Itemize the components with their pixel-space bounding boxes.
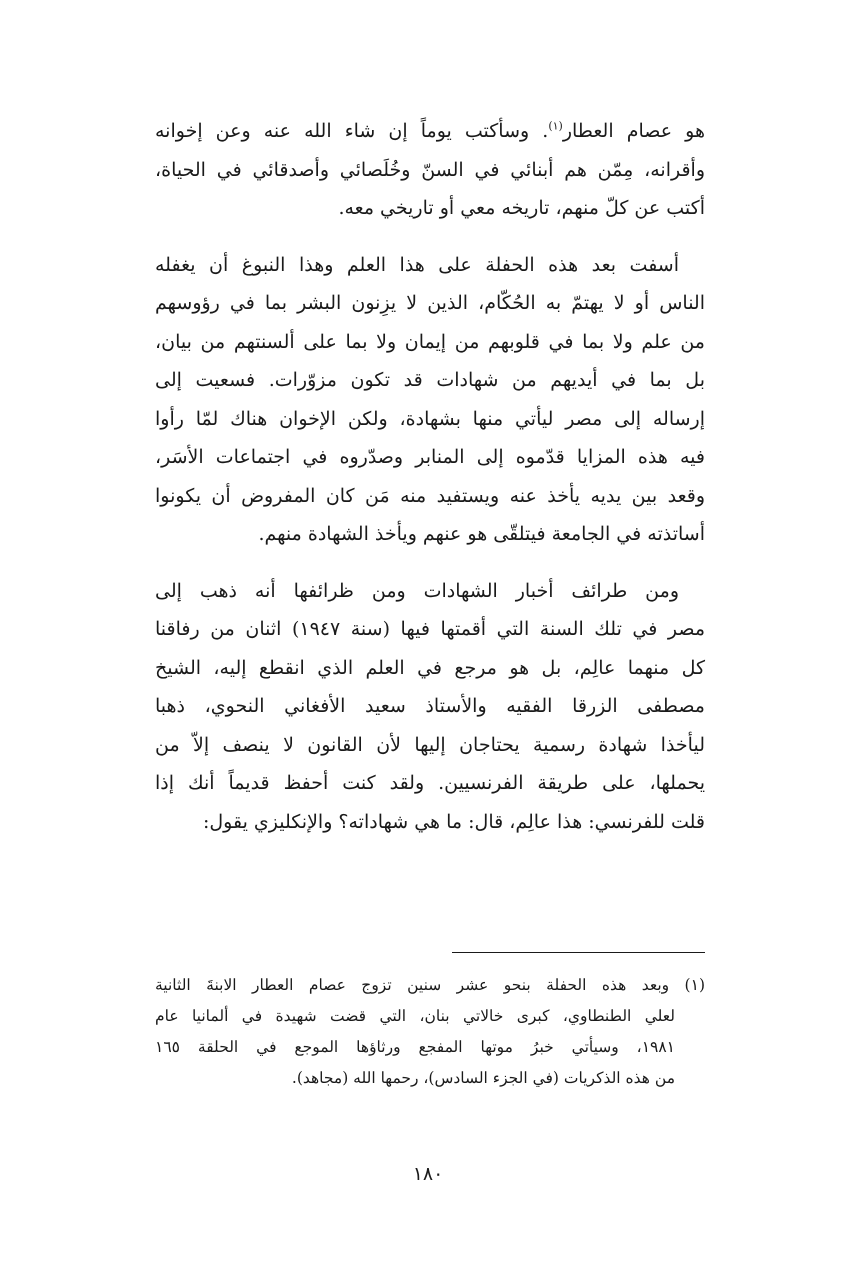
text-line: فيه هذه المزايا قدّموه إلى المنابر وصدّروه في اجتماعات الأسَر،	[155, 446, 705, 468]
text-line: كل منهما عالِم، بل هو مرجع في العلم الذي انقطع إليه، الشيخ	[155, 656, 705, 679]
text-line: ليأخذا شهادة رسمية يحتاجان إليها لأن القانون لا ينصف إلاّ من	[155, 733, 705, 756]
text-line: قلت للفرنسي: هذا عالِم، قال: ما هي شهاداته؟ والإنكليزي يقول:	[202, 810, 705, 833]
text-line: وأقرانه، مِمّن هم أبنائي في السنّ وخُلَصائي وأصدقائي في الحياة،	[155, 158, 705, 181]
footnote-ref[interactable]: (١)	[548, 119, 563, 133]
text-line: الناس أو لا يهتمّ به الحُكّام، الذين لا يزِنون البشر بما في رؤوسهم	[155, 292, 705, 314]
text-line: أساتذته في الجامعة فيتلقّى هو عنهم ويأخذ الشهادة منهم.	[258, 523, 705, 545]
footnote-line: ١٩٨١، وسيأتي خبرُ موتها المفجع ورثاؤها الموجع في الحلقة ١٦٥	[155, 1038, 675, 1056]
footnote-line: لعلي الطنطاوي، كبرى خالاتي بنان، التي قضت شهيدة في ألمانيا عام	[155, 1007, 675, 1025]
text-line: أسفت بعد هذه الحفلة على هذا العلم وهذا النبوغ أن يغفله	[155, 253, 679, 276]
body-text	[155, 112, 705, 859]
footnote-line: (١) وبعد هذه الحفلة بنحو عشر سنين تزوج عصام العطار الابنةَ الثانية	[155, 976, 705, 994]
paragraph-2	[155, 246, 705, 554]
footnotes	[155, 970, 705, 1094]
text-line: مصر في تلك السنة التي أقمتها فيها (سنة ١٩٤٧) اثنان من رفاقنا	[155, 618, 705, 640]
footnote-1	[155, 970, 705, 1094]
page-number: ١٨٠	[412, 1163, 444, 1185]
footnote-line: من هذه الذكريات (في الجزء السادس)، رحمها الله (مجاهد).	[291, 1069, 675, 1087]
text-line: من علم ولا بما في قلوبهم من إيمان ولا بما على ألسنتهم من بيان،	[155, 330, 705, 353]
text-line: يحملها، على طريقة الفرنسيين. ولقد كنت أحفظ قديماً أنك إذا	[155, 772, 705, 794]
text-line: هو عصام العطار$^{(١)}$. وسأكتب يوماً إن شاء الله عنه وعن إخوانه	[155, 119, 705, 142]
text-line: مصطفى الزرقا الفقيه والأستاذ سعيد الأفغاني النحوي، ذهبا	[155, 695, 705, 717]
text-line: وقعد بين يديه يأخذ عنه ويستفيد منه مَن كان المفروض أن يكونوا	[155, 484, 705, 507]
text-line: ومن طرائف أخبار الشهادات ومن ظرائفها أنه ذهب إلى	[155, 579, 679, 602]
text-line: إرساله إلى مصر ليأتي منها بشهادة، ولكن الإخوان هناك لمّا رأوا	[155, 407, 705, 430]
paragraph-3	[155, 572, 705, 842]
paragraph-1	[155, 112, 705, 228]
text-line: بل بما في أيديهم من شهادات قد تكون مزوّرات. فسعيت إلى	[155, 369, 705, 391]
text-line: أكتب عن كلّ منهم، تاريخه معي أو تاريخي معه.	[338, 197, 705, 219]
footnote-divider	[452, 952, 705, 953]
